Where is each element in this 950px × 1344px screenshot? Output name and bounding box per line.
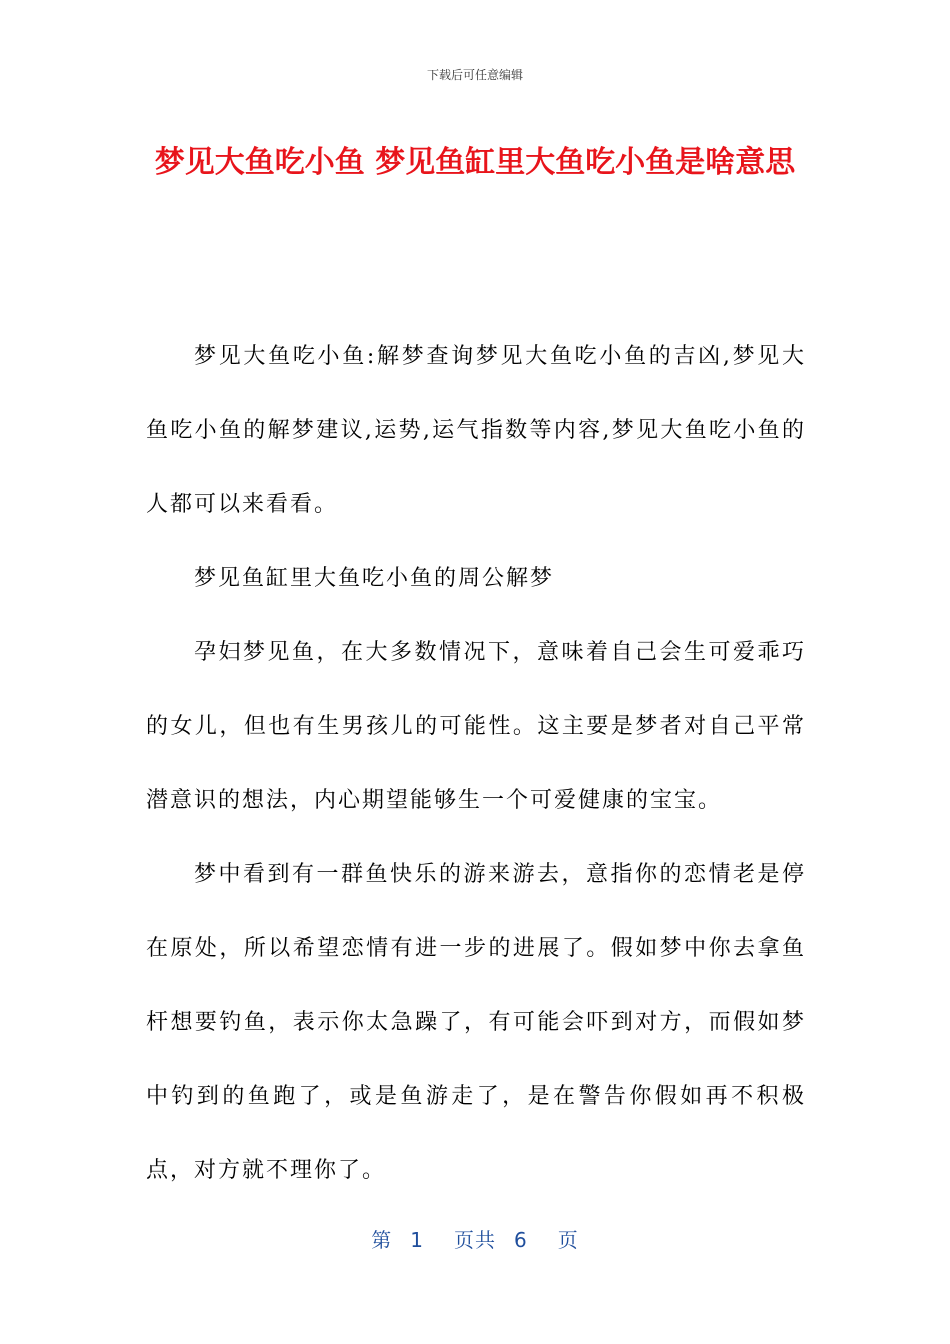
footer-middle: 页共 — [454, 1228, 496, 1252]
footer-suffix: 页 — [557, 1228, 579, 1252]
paragraph-fish-group: 梦中看到有一群鱼快乐的游来游去，意指你的恋情老是停在原处，所以希望恋情有进一步的进展了。假如梦中你去拿鱼杆想要钓鱼，表示你太急躁了，有可能会吓到对方，而假如梦中钓到的鱼跑了，或是鱼游走了，是在警告你假如再不积极点，对方就不理你了。 — [146, 862, 806, 1183]
footer-total-pages: 6 — [514, 1228, 528, 1252]
footer-prefix: 第 — [371, 1228, 393, 1252]
paragraph-pregnant: 孕妇梦见鱼，在大多数情况下，意味着自己会生可爱乖巧的女儿，但也有生男孩儿的可能性。这主要是梦者对自己平常潜意识的想法，内心期望能够生一个可爱健康的宝宝。 — [146, 640, 806, 813]
document-body — [146, 320, 806, 1208]
paragraph-intro: 梦见大鱼吃小鱼:解梦查询梦见大鱼吃小鱼的吉凶,梦见大鱼吃小鱼的解梦建议,运势,运气指数等内容,梦见大鱼吃小鱼的人都可以来看看。 — [146, 344, 806, 517]
footer-current-page: 1 — [410, 1228, 424, 1252]
header-note: 下载后可任意编辑 — [426, 68, 523, 82]
section-heading: 梦见鱼缸里大鱼吃小鱼的周公解梦 — [194, 566, 555, 591]
page-number-footer — [0, 1224, 950, 1253]
document-title: 梦见大鱼吃小鱼 梦见鱼缸里大鱼吃小鱼是啥意思 — [154, 145, 796, 180]
